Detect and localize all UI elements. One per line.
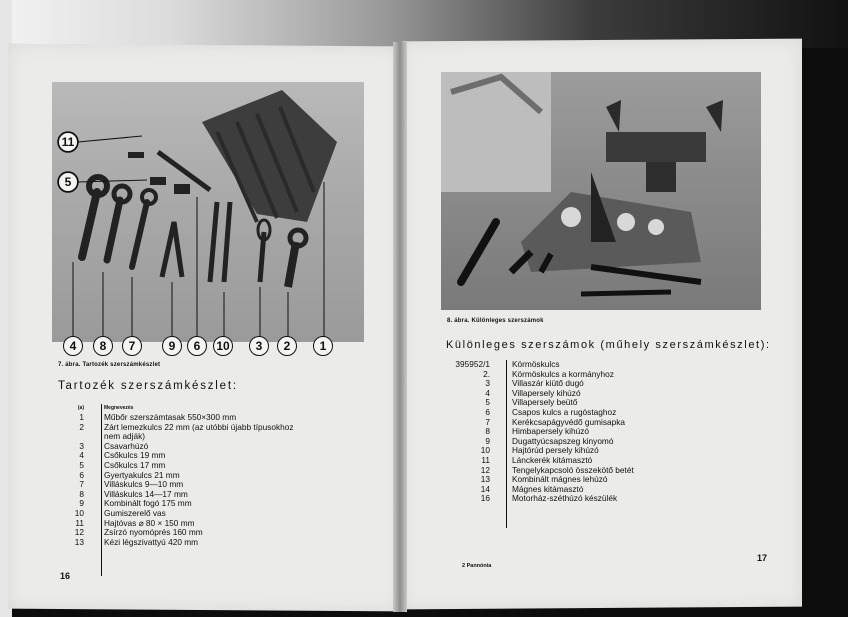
item-name: Műbőr szerszámtasak 550×300 mm — [104, 412, 237, 422]
item-number: 6 — [79, 469, 84, 480]
table-row — [450, 494, 730, 504]
table-row — [450, 418, 730, 428]
item-number: 16 — [480, 493, 490, 504]
item-number: 1 — [79, 412, 84, 422]
item-number: 12 — [74, 527, 84, 538]
item-name: Hajtórúd persely kihúzó — [512, 445, 599, 456]
callout-9: 9 — [162, 336, 182, 356]
item-number: 5 — [485, 397, 490, 408]
table-rule — [506, 360, 507, 528]
item-name: Csapos kulcs a rugóstaghoz — [512, 406, 617, 417]
item-name: Himbapersely kihúzó — [512, 426, 590, 437]
accessory-tool-table — [60, 404, 360, 547]
toolkit-photo — [52, 82, 364, 342]
item-name: Mágnes kitámasztó — [512, 483, 584, 494]
callout-2: 2 — [277, 336, 297, 356]
table-row — [450, 379, 730, 389]
item-name: Gyertyakulcs 21 mm — [104, 469, 180, 480]
item-number: 11 — [481, 454, 490, 465]
item-name: Csavarhúzó — [104, 440, 149, 451]
item-number: 3 — [485, 378, 490, 389]
item-number: 10 — [74, 507, 84, 518]
callout-11: 11 — [58, 132, 78, 152]
table-row — [450, 370, 730, 380]
item-name: Kombinált mágnes lehúzó — [512, 474, 608, 485]
header-name: Megnevezés — [104, 405, 134, 411]
special-tools-photo — [441, 72, 761, 310]
table-row — [450, 389, 730, 399]
section-heading-right: Különleges szerszámok (műhely szerszámkészlet): — [446, 339, 771, 351]
callout-1: 1 — [313, 336, 333, 356]
callout-3: 3 — [249, 336, 269, 356]
item-name: Villapersely beütő — [512, 397, 578, 408]
item-number: 13 — [480, 474, 490, 485]
section-heading-left: Tartozék szerszámkészlet: — [58, 380, 238, 392]
book-gutter — [393, 42, 407, 612]
item-name: Csőkulcs 17 mm — [104, 459, 166, 470]
callout-7: 7 — [122, 336, 142, 356]
special-tools-illustration — [441, 72, 761, 310]
item-number: 3 — [79, 440, 84, 451]
item-name: Hajtóvas ⌀ 80 × 150 mm — [104, 517, 195, 528]
item-name: Körmöskulcs — [512, 359, 560, 369]
item-name: Zsírzó nyomóprés 160 mm — [104, 527, 203, 538]
item-name: Villáskulcs 9—10 mm — [104, 479, 184, 490]
item-name: Villapersely kihúzó — [512, 387, 581, 398]
item-number: 8 — [79, 488, 84, 499]
table-row — [60, 538, 360, 548]
item-number: 13 — [74, 536, 84, 547]
item-name: Gumiszerelő vas — [104, 507, 166, 518]
callout-10: 10 — [213, 336, 233, 356]
special-tool-table — [450, 360, 730, 504]
item-name: Csőkulcs 19 mm — [104, 450, 166, 461]
toolkit-illustration — [52, 82, 364, 342]
item-number: 9 — [485, 435, 490, 446]
item-number: 2 — [79, 421, 84, 432]
item-number — [60, 432, 90, 442]
item-number: 14 — [480, 483, 490, 494]
item-number: 6 — [485, 406, 490, 417]
item-number: 5 — [79, 459, 84, 470]
item-name: Tengelykapcsoló összekötő betét — [512, 464, 634, 475]
item-number: 4 — [485, 387, 490, 398]
footer-mark: 2 Pannónia — [462, 563, 492, 569]
item-name: Villáskulcs 14—17 mm — [104, 488, 188, 499]
item-name: Dugattyúcsapszeg kinyomó — [512, 435, 614, 446]
item-number: 8 — [485, 426, 490, 437]
item-name: Kombinált fogó 175 mm — [104, 498, 192, 509]
table-row — [450, 475, 730, 485]
item-number: 2. — [483, 368, 490, 379]
callout-6: 6 — [187, 336, 207, 356]
figure-caption-left: 7. ábra. Tartozék szerszámkészlet — [58, 362, 161, 368]
item-name: Villaszár kiütő dugó — [512, 378, 584, 389]
item-name: Kézi légszivattyú 420 mm — [104, 536, 199, 547]
figure-caption-right: 8. ábra. Különleges szerszámok — [447, 318, 544, 324]
item-number: 11 — [75, 517, 84, 528]
item-name: Kerékcsapágyvédő gumisapka — [512, 416, 625, 427]
item-number: 4 — [79, 450, 84, 461]
item-name: Lánckerék kitámasztó — [512, 454, 593, 465]
item-number: 7 — [485, 416, 490, 427]
item-number: 9 — [79, 498, 84, 509]
callout-8: 8 — [93, 336, 113, 356]
table-rule — [101, 404, 102, 576]
page-number-left: 16 — [60, 571, 71, 581]
callout-4: 4 — [63, 336, 83, 356]
header-num: (a) — [77, 405, 84, 411]
item-number: 395952/1 — [455, 359, 490, 369]
callout-5: 5 — [58, 172, 78, 192]
item-name: nem adják) — [104, 431, 146, 442]
item-name: Zárt lemezkulcs 22 mm (az utóbbi újabb típusokhoz — [104, 421, 294, 432]
item-number: 7 — [79, 479, 84, 490]
item-name: Motorház-széthúzó készülék — [512, 493, 618, 504]
item-number: 12 — [480, 464, 490, 475]
page-number-right: 17 — [757, 553, 768, 563]
item-number: 10 — [480, 445, 490, 456]
item-name: Körmöskulcs a kormányhoz — [512, 368, 614, 379]
